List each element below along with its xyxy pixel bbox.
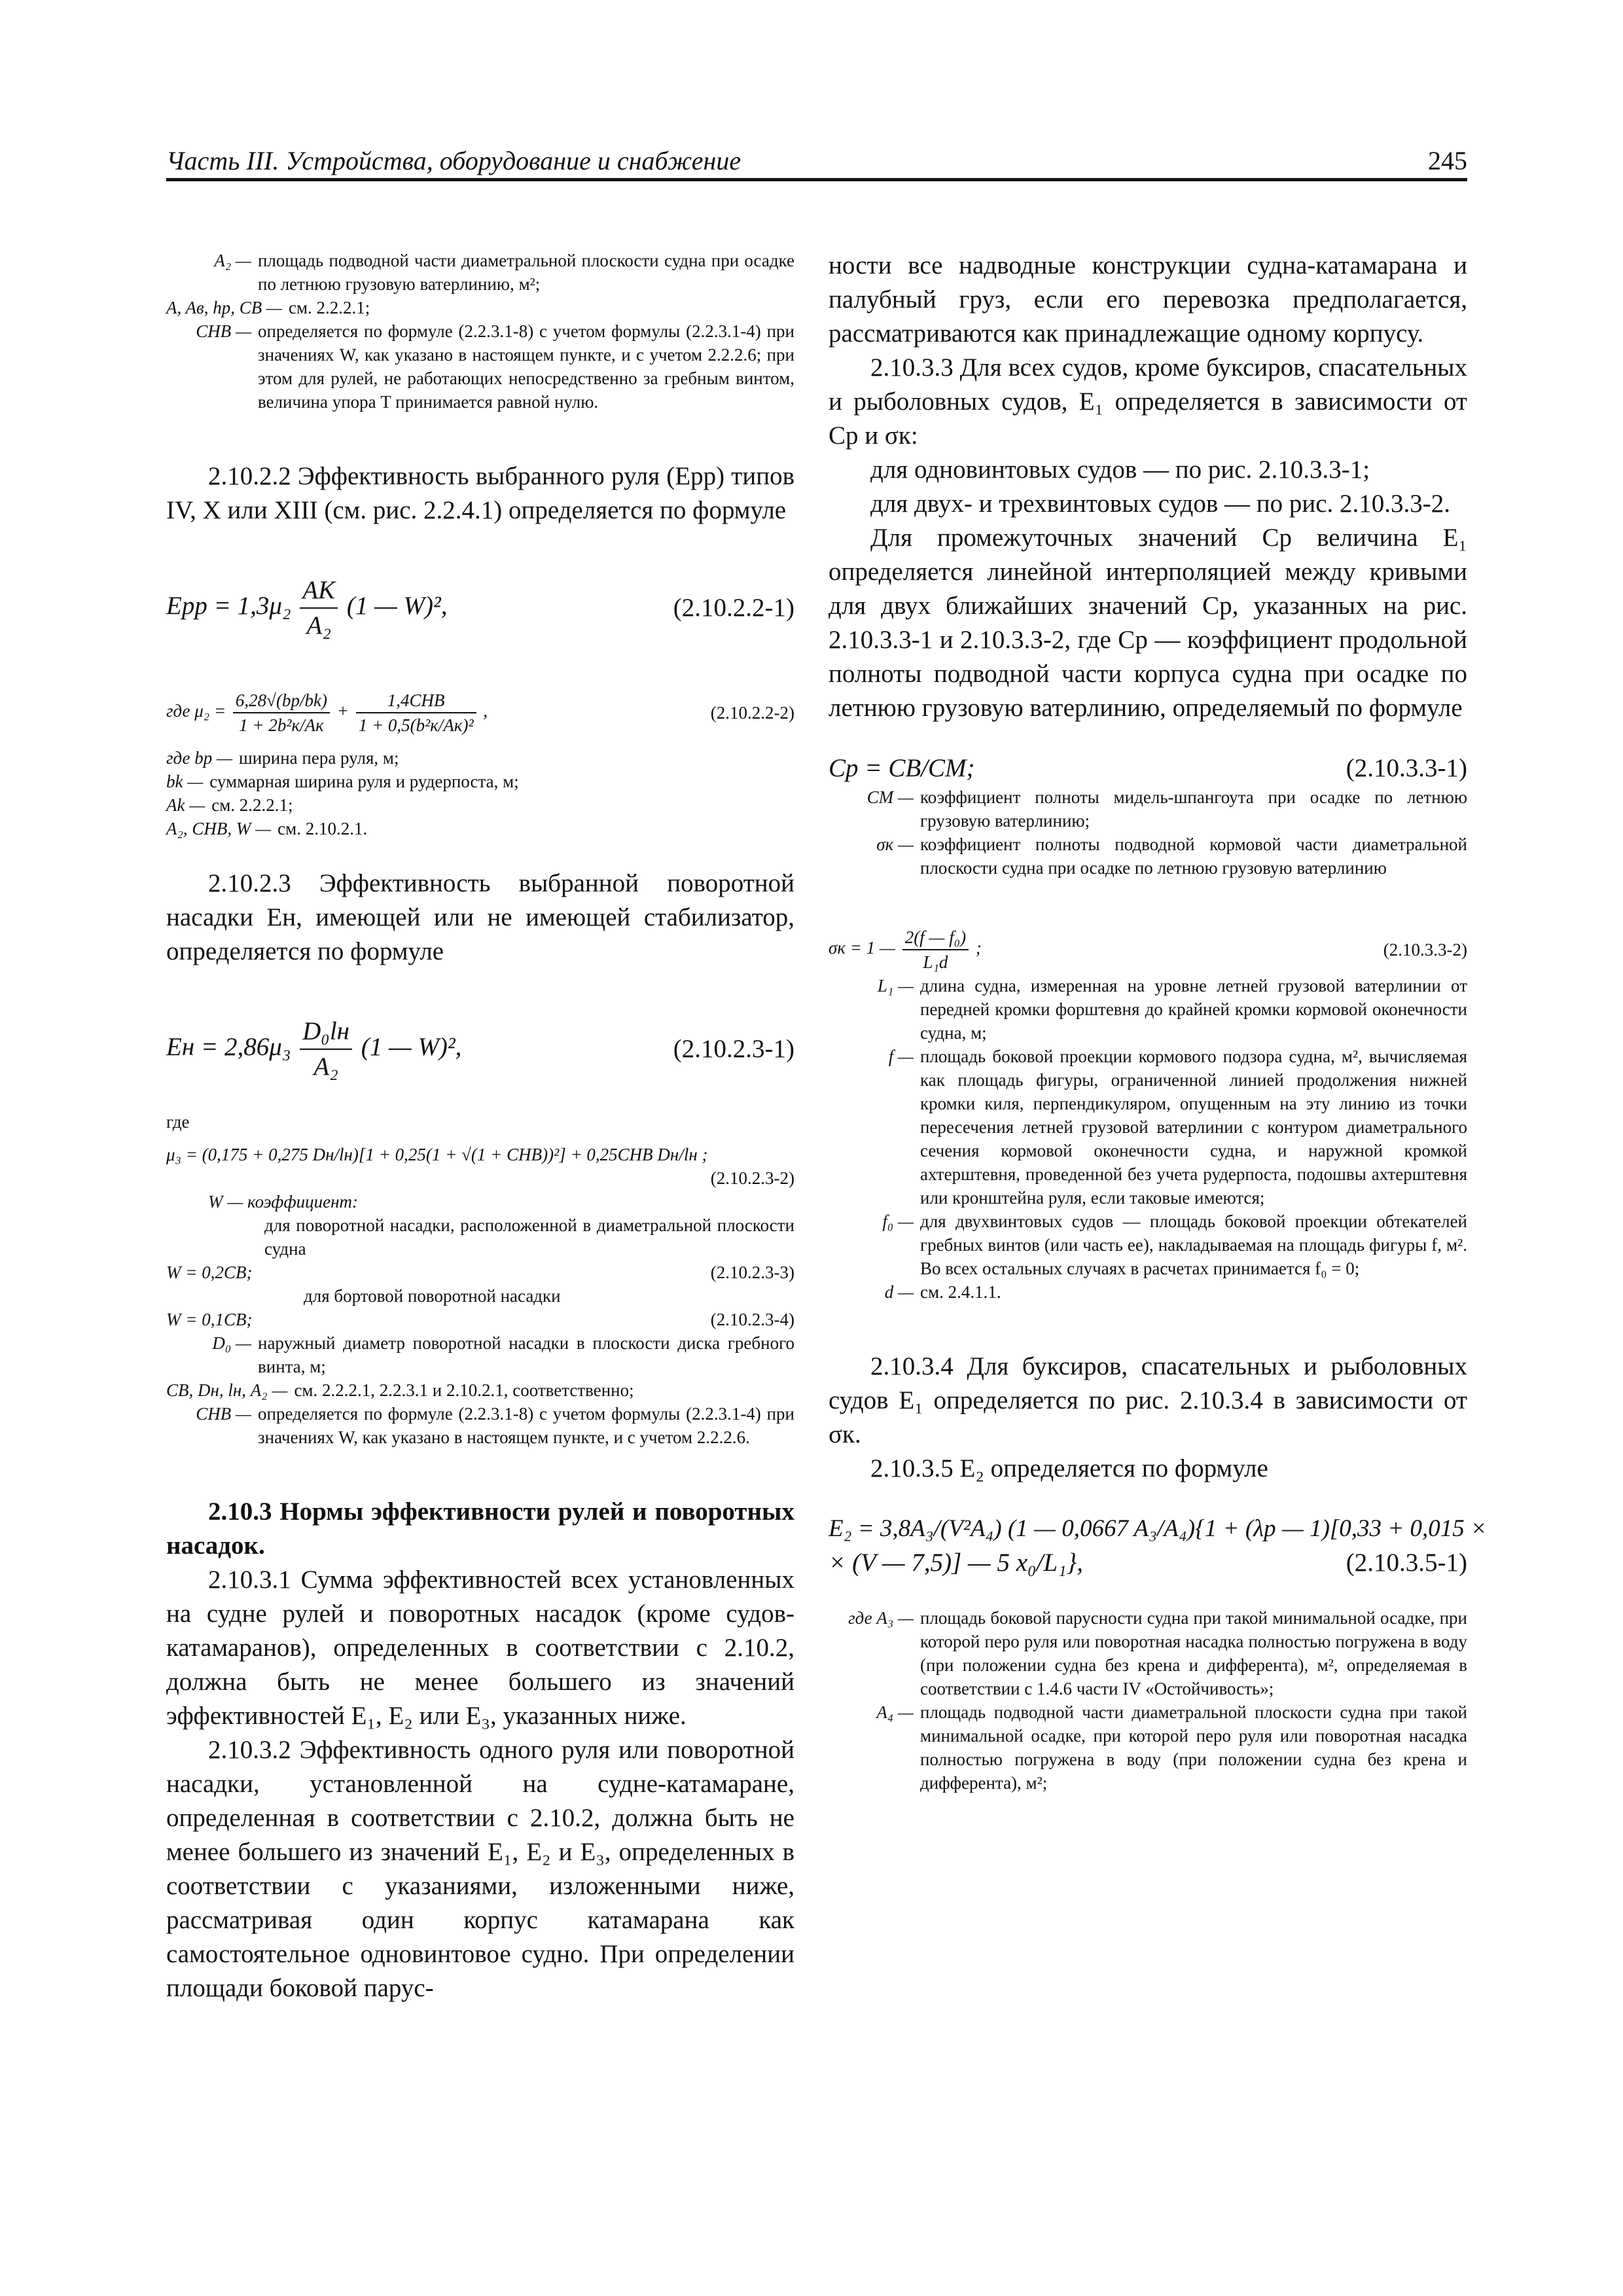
equation-2-10-3-5-1: × (V — 7,5)] — 5 x₀/L₁}, (2.10.3.5-1) xyxy=(829,1549,1467,1577)
paragraph-single-screw: для одновинтовых судов — по рис. 2.10.3.3-1; xyxy=(870,456,1370,484)
definition-item: A, Aв, hp, CB — см. 2.2.2.1; xyxy=(166,298,370,317)
page-header xyxy=(166,145,1467,178)
equation-number: (2.10.2.3-2) xyxy=(710,1168,794,1188)
definition-item: A₄ — площадь подводной части диаметральной плоскости судна при такой минимальной осадке, при которой перо руля или поворотная насадка полностью погружена в воду (при положении судна без крена и дифферента), м²; xyxy=(876,1702,1467,1793)
paragraph-2-10-3-3: 2.10.3.3 Для всех судов, кроме буксиров, спасательных и рыболовных судов, E₁ определяется в зависимости от Cp и σк: xyxy=(829,353,1467,450)
w-case-1: для поворотной насадки, расположенной в диаметральной плоскости судна xyxy=(264,1215,794,1259)
definition-item: L₁ — длина судна, измеренная на уровне летней грузовой ватерлинии от передней кромки форштевня до крайней кромки кормовой оконечности судна, м; xyxy=(877,976,1467,1043)
definition-item: Ak — см. 2.2.2.1; xyxy=(166,795,293,815)
equation-2-10-2-3-2: μ₃ = (0,175 + 0,275 Dн/lн)[1 + 0,25(1 + √(1 + CНВ))²] + 0,25CНВ Dн/lн ; xyxy=(166,1145,708,1164)
definitions-bp xyxy=(166,746,794,840)
definition-item: A₂ — площадь подводной части диаметральной плоскости судна при осадке по летнюю грузовую ватерлинию, м²; xyxy=(214,251,794,294)
paragraph-2-10-3-4: 2.10.3.4 Для буксиров, спасательных и рыболовных судов E₁ определяется по рис. 2.10.3.4 в зависимости от σк. xyxy=(829,1352,1467,1448)
definition-item: CНВ — определяется по формуле (2.2.3.1-8) с учетом формулы (2.2.3.1-4) при значениях W, как указано в настоящем пункте, и с учетом 2.2.2.6. xyxy=(196,1404,794,1447)
definition-item: σк — коэффициент полноты подводной кормовой части диаметральной плоскости судна при осадке по летнюю грузовую ватерлинию xyxy=(876,834,1467,878)
definition-item: CM — коэффициент полноты мидель-шпангоута при осадке по летнюю грузовую ватерлинию; xyxy=(866,787,1467,831)
definition-item: A₂, CНВ, W — см. 2.10.2.1. xyxy=(166,819,368,838)
definitions-d0 xyxy=(166,1331,794,1449)
w-term: W — коэффициент: xyxy=(208,1192,358,1211)
definition-item: f₀ — для двухвинтовых судов — площадь боковой проекции обтекателей гребных винтов (или часть ее), накладываемая на площадь фигуры f, м². Во всех остальных случаях в расчетах принимается f₀ = 0; xyxy=(882,1211,1467,1278)
running-title: Часть III. Устройства, оборудование и снабжение xyxy=(166,146,741,175)
page-number: 245 xyxy=(1428,146,1467,175)
definition-item: bk — суммарная ширина руля и рудерпоста, м; xyxy=(166,772,519,791)
equation-2-10-2-2-2: где μ₂ = $\frac{6,28√(bp/bk)}{\text{1 + 2b²к/Aк}}$ + $\frac{\text{1,4CНВ}}{\text{1 + 0,5(b²к/Aк)²}}$ , (2.10.2.2-2) xyxy=(166,689,794,737)
definition-item: где bp — ширина пера руля, м; xyxy=(166,748,399,768)
paragraph-2-10-3-5: 2.10.3.5 E₂ определяется по формуле xyxy=(870,1454,1268,1482)
definitions-l1 xyxy=(829,974,1467,1304)
definition-item: CB, Dн, lн, A₂ — см. 2.2.2.1, 2.2.3.1 и 2.10.2.1, соответственно; xyxy=(166,1380,634,1400)
definitions-a3 xyxy=(829,1606,1467,1795)
definition-item: CНВ — определяется по формуле (2.2.3.1-8) с учетом формулы (2.2.3.1-4) при значениях W, как указано в настоящем пункте, и с учетом 2.2.2.6; при этом для рулей, не работающих непосредственно за гребным винтом, величина упора T принимается равной нулю. xyxy=(196,321,794,412)
left-column xyxy=(166,249,794,2005)
paragraph-2-10-3-2: 2.10.3.2 Эффективность одного руля или поворотной насадки, установленной на судне-катамаране, определенная в соответствии с 2.10.2, должна быть не менее большего из значений E₁, E₂ и E₃, определенных в соответствии с указаниями, изложенными ниже, рассматривая один корпус катамарана как самостоятельное одновинтовое судно. При определении площади боковой парус- xyxy=(166,1736,794,2002)
where-label: где xyxy=(166,1112,190,1132)
definition-item: где A₃ — площадь боковой парусности судна при такой минимальной осадке, при которой перо руля или поворотная насадка полностью погружена в воду (при положении судна без крена и дифферента), м², определяемая в соответствии с 1.4.6 части IV «Остойчивость»; xyxy=(848,1608,1467,1698)
definition-item: f — площадь боковой проекции кормового подзора судна, м², вычисляемая как площадь фигуры, ограниченной линией продолжения нижней кромки киля, перпендикуляром, опущенным на эту линию из точки пересечения летней грузовой ватерлинии с контуром диаметрального сечения кормовой оконечности судна, и наружной кромкой ахтерштевня, проведенной без учета рудерпоста, подошвы ахтерштевня или кронштейна руля, если таковые имеются; xyxy=(888,1047,1467,1208)
equation-2-10-3-5-1-line1: E₂ = 3,8A₃/(V²A₄) (1 — 0,0667 A₃/A₄){1 + (λp — 1)[0,33 + 0,015 × xyxy=(829,1515,1487,1542)
paragraph-continued: ности все надводные конструкции судна-катамарана и палубный груз, если его перевозка предполагается, рассматриваются как принадлежащие одному корпусу. xyxy=(829,251,1467,348)
equation-2-10-2-3-4: W = 0,1CB; (2.10.2.3-4) xyxy=(166,1310,794,1329)
paragraph-interpolation: Для промежуточных значений Cp величина E₁ определяется линейной интерполяцией между кривыми для двух ближайших значений Cp, указанных на рис. 2.10.3.3-1 и 2.10.3.3-2, где Cp — коэффициент продольной полноты подводной части корпуса судна при осадке по летнюю грузовую ватерлинию, определяемый по формуле xyxy=(829,524,1467,722)
definition-item: d — см. 2.4.1.1. xyxy=(884,1282,1001,1302)
paragraph-2-10-2-2: 2.10.2.2 Эффективность выбранного руля (Epp) типов IV, X или XIII (см. рис. 2.2.4.1) определяется по формуле xyxy=(166,462,794,524)
w-case-2: для бортовой поворотной насадки xyxy=(304,1286,561,1306)
equation-2-10-2-3-1: Eн = 2,86μ₃ $\frac{\text{D₀lн}}{\text{A₂}}$ (1 — W)², (2.10.2.3-1) xyxy=(166,1014,794,1084)
section-heading-2-10-3: 2.10.3 Нормы эффективности рулей и поворотных насадок. xyxy=(166,1498,794,1560)
equation-2-10-2-3-3: W = 0,2CB; (2.10.2.3-3) xyxy=(166,1263,794,1282)
equation-2-10-3-3-1: Cp = CB/CM; (2.10.3.3-1) xyxy=(829,754,1467,782)
equation-2-10-2-2-1: Epp = 1,3μ₂ $\frac{AK}{\text{A₂}}$ (1 — W)², (2.10.2.2-1) xyxy=(166,573,794,643)
paragraph-2-10-3-1: 2.10.3.1 Сумма эффективностей всех установленных на судне рулей и поворотных насадок (кроме судов-катамаранов), определенных в соответствии с 2.10.2, должна быть не менее большего из значений эффективностей E₁, E₂ или E₃, указанных ниже. xyxy=(166,1566,794,1730)
paragraph-2-10-2-3: 2.10.2.3 Эффективность выбранной поворотной насадки Eн, имеющей или не имеющей стабилизатор, определяется по формуле xyxy=(166,869,794,965)
definitions-cm xyxy=(829,785,1467,880)
equation-2-10-3-3-2: σк = 1 — $\frac{\text{2(f — f₀)}}{\text{L₁d}}$ ; (2.10.3.3-2) xyxy=(829,925,1467,974)
header-rule xyxy=(166,178,1467,181)
definitions-a2 xyxy=(166,249,794,414)
right-column xyxy=(829,249,1487,1795)
definition-item: D₀ — наружный диаметр поворотной насадки в плоскости диска гребного винта, м; xyxy=(212,1333,794,1376)
paragraph-twin-screw: для двух- и трехвинтовых судов — по рис. 2.10.3.3-2. xyxy=(870,490,1451,518)
